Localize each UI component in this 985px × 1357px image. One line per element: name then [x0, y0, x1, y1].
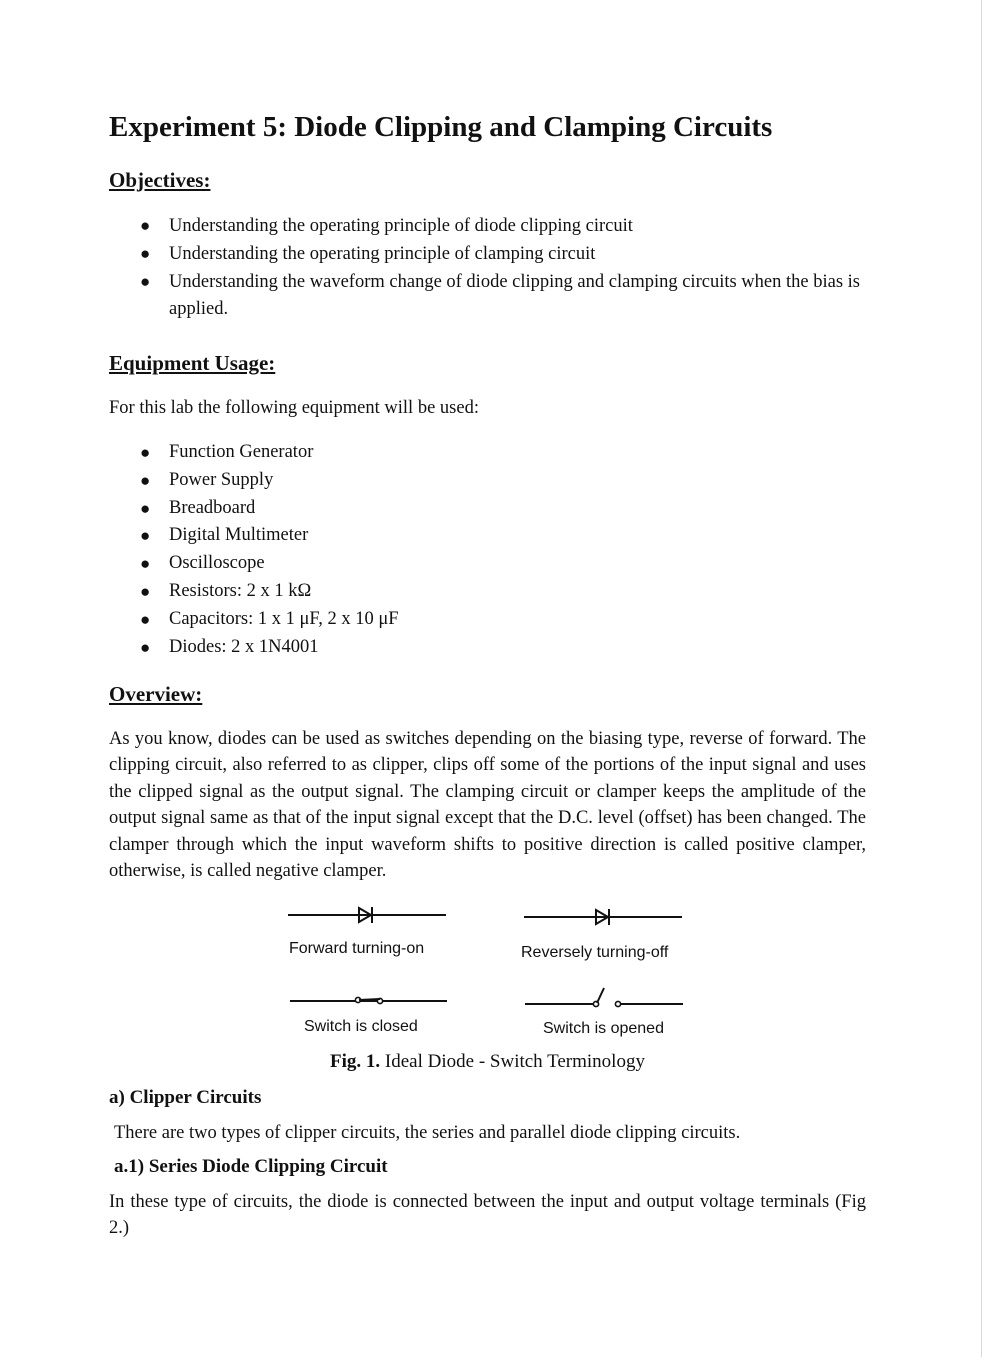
series-clipper-heading: a.1) Series Diode Clipping Circuit: [114, 1156, 388, 1177]
reverse-label: Reversely turning-off: [521, 944, 669, 961]
objective-text: Understanding the operating principle of diode clipping circuit: [169, 216, 633, 236]
equipment-heading: Equipment Usage:: [109, 351, 276, 375]
list-item: [109, 439, 869, 467]
list-item: [109, 213, 869, 240]
equipment-text: Digital Multimeter: [169, 525, 309, 546]
list-item: [109, 578, 869, 606]
objectives-heading: Objectives:: [109, 168, 211, 192]
closed-switch-icon: [290, 992, 447, 1008]
forward-diode-icon: [288, 902, 446, 928]
equipment-text: Capacitors: 1 x 1 μF, 2 x 10 μF: [169, 608, 399, 629]
equipment-text: Oscilloscope: [169, 553, 265, 574]
bullet-icon: ●: [140, 244, 151, 263]
list-item: [109, 495, 869, 523]
overview-paragraph: As you know, diodes can be used as switches depending on the biasing type, reverse of forward. The clipping circuit, also referred to as clipper, clips off some of the portions of the input signal and uses the clipped signal as the output signal. The clamping circuit or clamper keeps the amplitude of the output signal same as that of the input signal except that the D.C. level (offset) has been changed. The clamper through which the input waveform shifts to positive direction is called positive clamper, otherwise, is called negative clamper.: [109, 729, 866, 882]
objective-text: Understanding the operating principle of clamping circuit: [169, 244, 596, 264]
bullet-icon: ●: [140, 609, 151, 629]
equipment-text: Diodes: 2 x 1N4001: [169, 636, 319, 657]
reverse-diode-icon: [524, 904, 682, 930]
bullet-icon: ●: [140, 443, 151, 462]
equipment-text: Breadboard: [169, 497, 256, 518]
opened-label: Switch is opened: [543, 1020, 664, 1037]
opened-switch-icon: [525, 985, 683, 1011]
figure-caption-text: Ideal Diode - Switch Terminology: [384, 1051, 645, 1072]
bullet-icon: ●: [140, 470, 151, 490]
equipment-text: Function Generator: [169, 442, 314, 462]
bullet-icon: ●: [140, 272, 151, 291]
list-item: [109, 522, 869, 550]
page-edge: [981, 0, 982, 1357]
bullet-icon: ●: [140, 526, 151, 546]
clipper-heading: a) Clipper Circuits: [109, 1087, 262, 1108]
objective-text: Understanding the waveform change of diode clipping and clamping circuits when the bias is applied.: [169, 272, 860, 319]
list-item: [109, 269, 869, 322]
bullet-icon: ●: [140, 498, 151, 518]
list-item: [109, 241, 869, 268]
equipment-text: Power Supply: [169, 469, 274, 490]
bullet-icon: ●: [140, 637, 151, 657]
equipment-intro: For this lab the following equipment will be used:: [109, 398, 479, 418]
list-item: [109, 467, 869, 495]
list-item: [109, 550, 869, 578]
bullet-icon: ●: [140, 581, 151, 601]
list-item: [109, 634, 869, 662]
closed-label: Switch is closed: [304, 1018, 418, 1035]
equipment-list: [109, 439, 869, 661]
figure-number: Fig. 1.: [330, 1051, 381, 1072]
objectives-list: [109, 213, 869, 324]
forward-label: Forward turning-on: [289, 940, 425, 957]
overview-heading: Overview:: [109, 682, 203, 706]
clipper-text: There are two types of clipper circuits, the series and parallel diode clipping circuits.: [114, 1123, 741, 1143]
document-title: Experiment 5: Diode Clipping and Clamping Circuits: [109, 111, 773, 143]
series-clipper-text: In these type of circuits, the diode is connected between the input and output voltage terminals (Fig 2.): [109, 1192, 866, 1239]
figure-caption: [0, 1050, 975, 1074]
bullet-icon: ●: [140, 216, 151, 235]
equipment-text: Resistors: 2 x 1 kΩ: [169, 580, 312, 601]
list-item: [109, 606, 869, 634]
bullet-icon: ●: [140, 554, 151, 574]
